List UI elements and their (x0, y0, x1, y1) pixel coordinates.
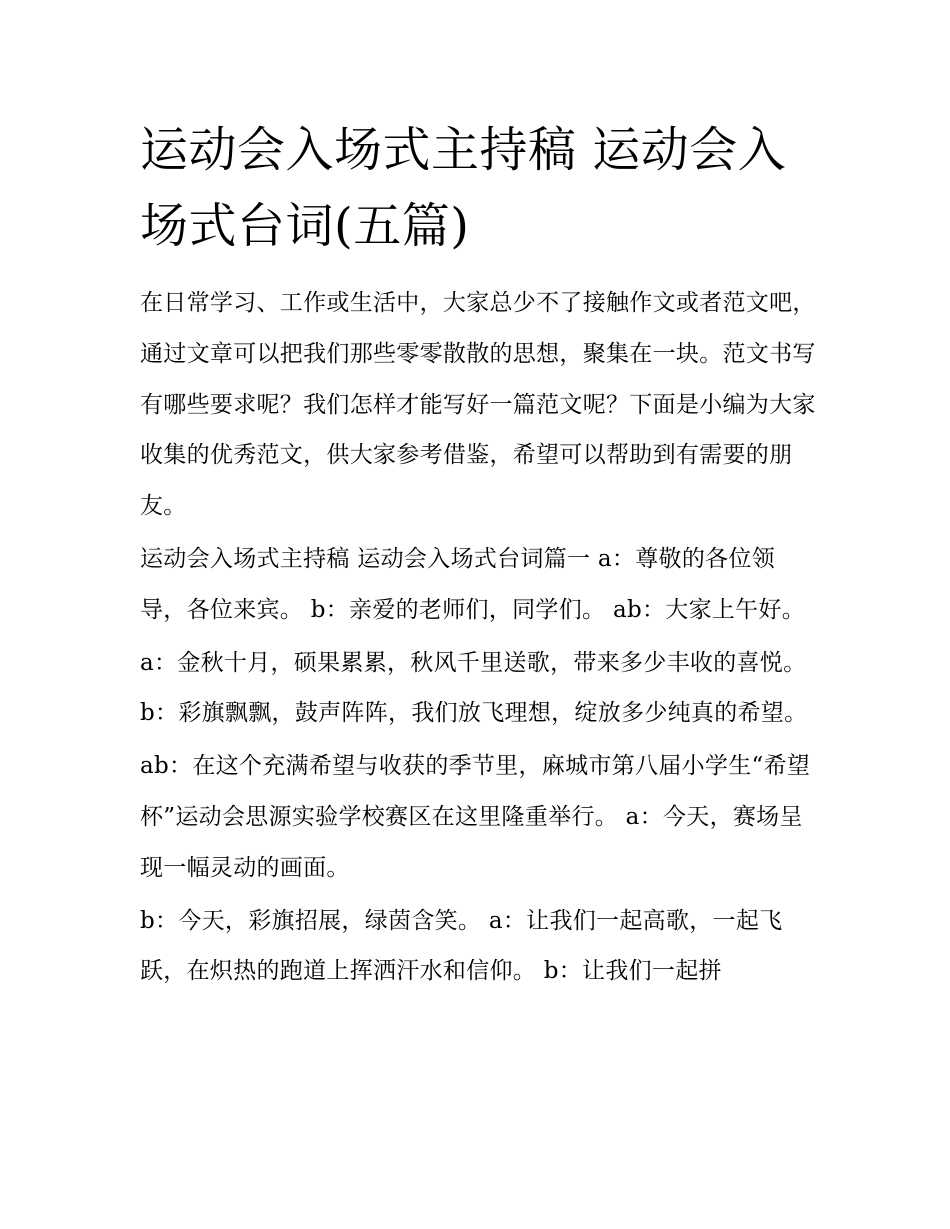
paragraph-autumn: a：金秋十月，硕果累累，秋风千里送歌，带来多少丰收的喜悦。 b：彩旗飘飘，鼓声阵阵，我们放飞理想，绽放多少纯真的希望。 (140, 649, 808, 727)
paragraph-intro: 在日常学习、工作或生活中，大家总少不了接触作文或者范文吧，通过文章可以把我们那些零零散散的思想，聚集在一块。范文书写有哪些要求呢？我们怎样才能写好一篇范文呢？下面是小编为大家收集的优秀范文，供大家参考借鉴，希望可以帮助到有需要的朋友。 (140, 290, 816, 520)
paragraph-flags: b：今天，彩旗招展，绿茵含笑。 a：让我们一起高歌，一起飞跃，在炽热的跑道上挥洒汗水和信仰。 b：让我们一起拼 (140, 907, 783, 985)
document-title: 运动会入场式主持稿 运动会入场式台词(五篇) (140, 122, 787, 254)
document-body (140, 278, 820, 999)
paragraph-opening: 运动会入场式主持稿 运动会入场式台词篇一 a：尊敬的各位领导，各位来宾。 b：亲爱的老师们，同学们。 ab：大家上午好。 (140, 545, 806, 623)
paragraph-announcement: ab：在这个充满希望与收获的季节里，麻城市第八届小学生“希望杯”运动会思源实验学校赛区在这里隆重举行。 a：今天，赛场呈现一幅灵动的画面。 (140, 753, 811, 881)
